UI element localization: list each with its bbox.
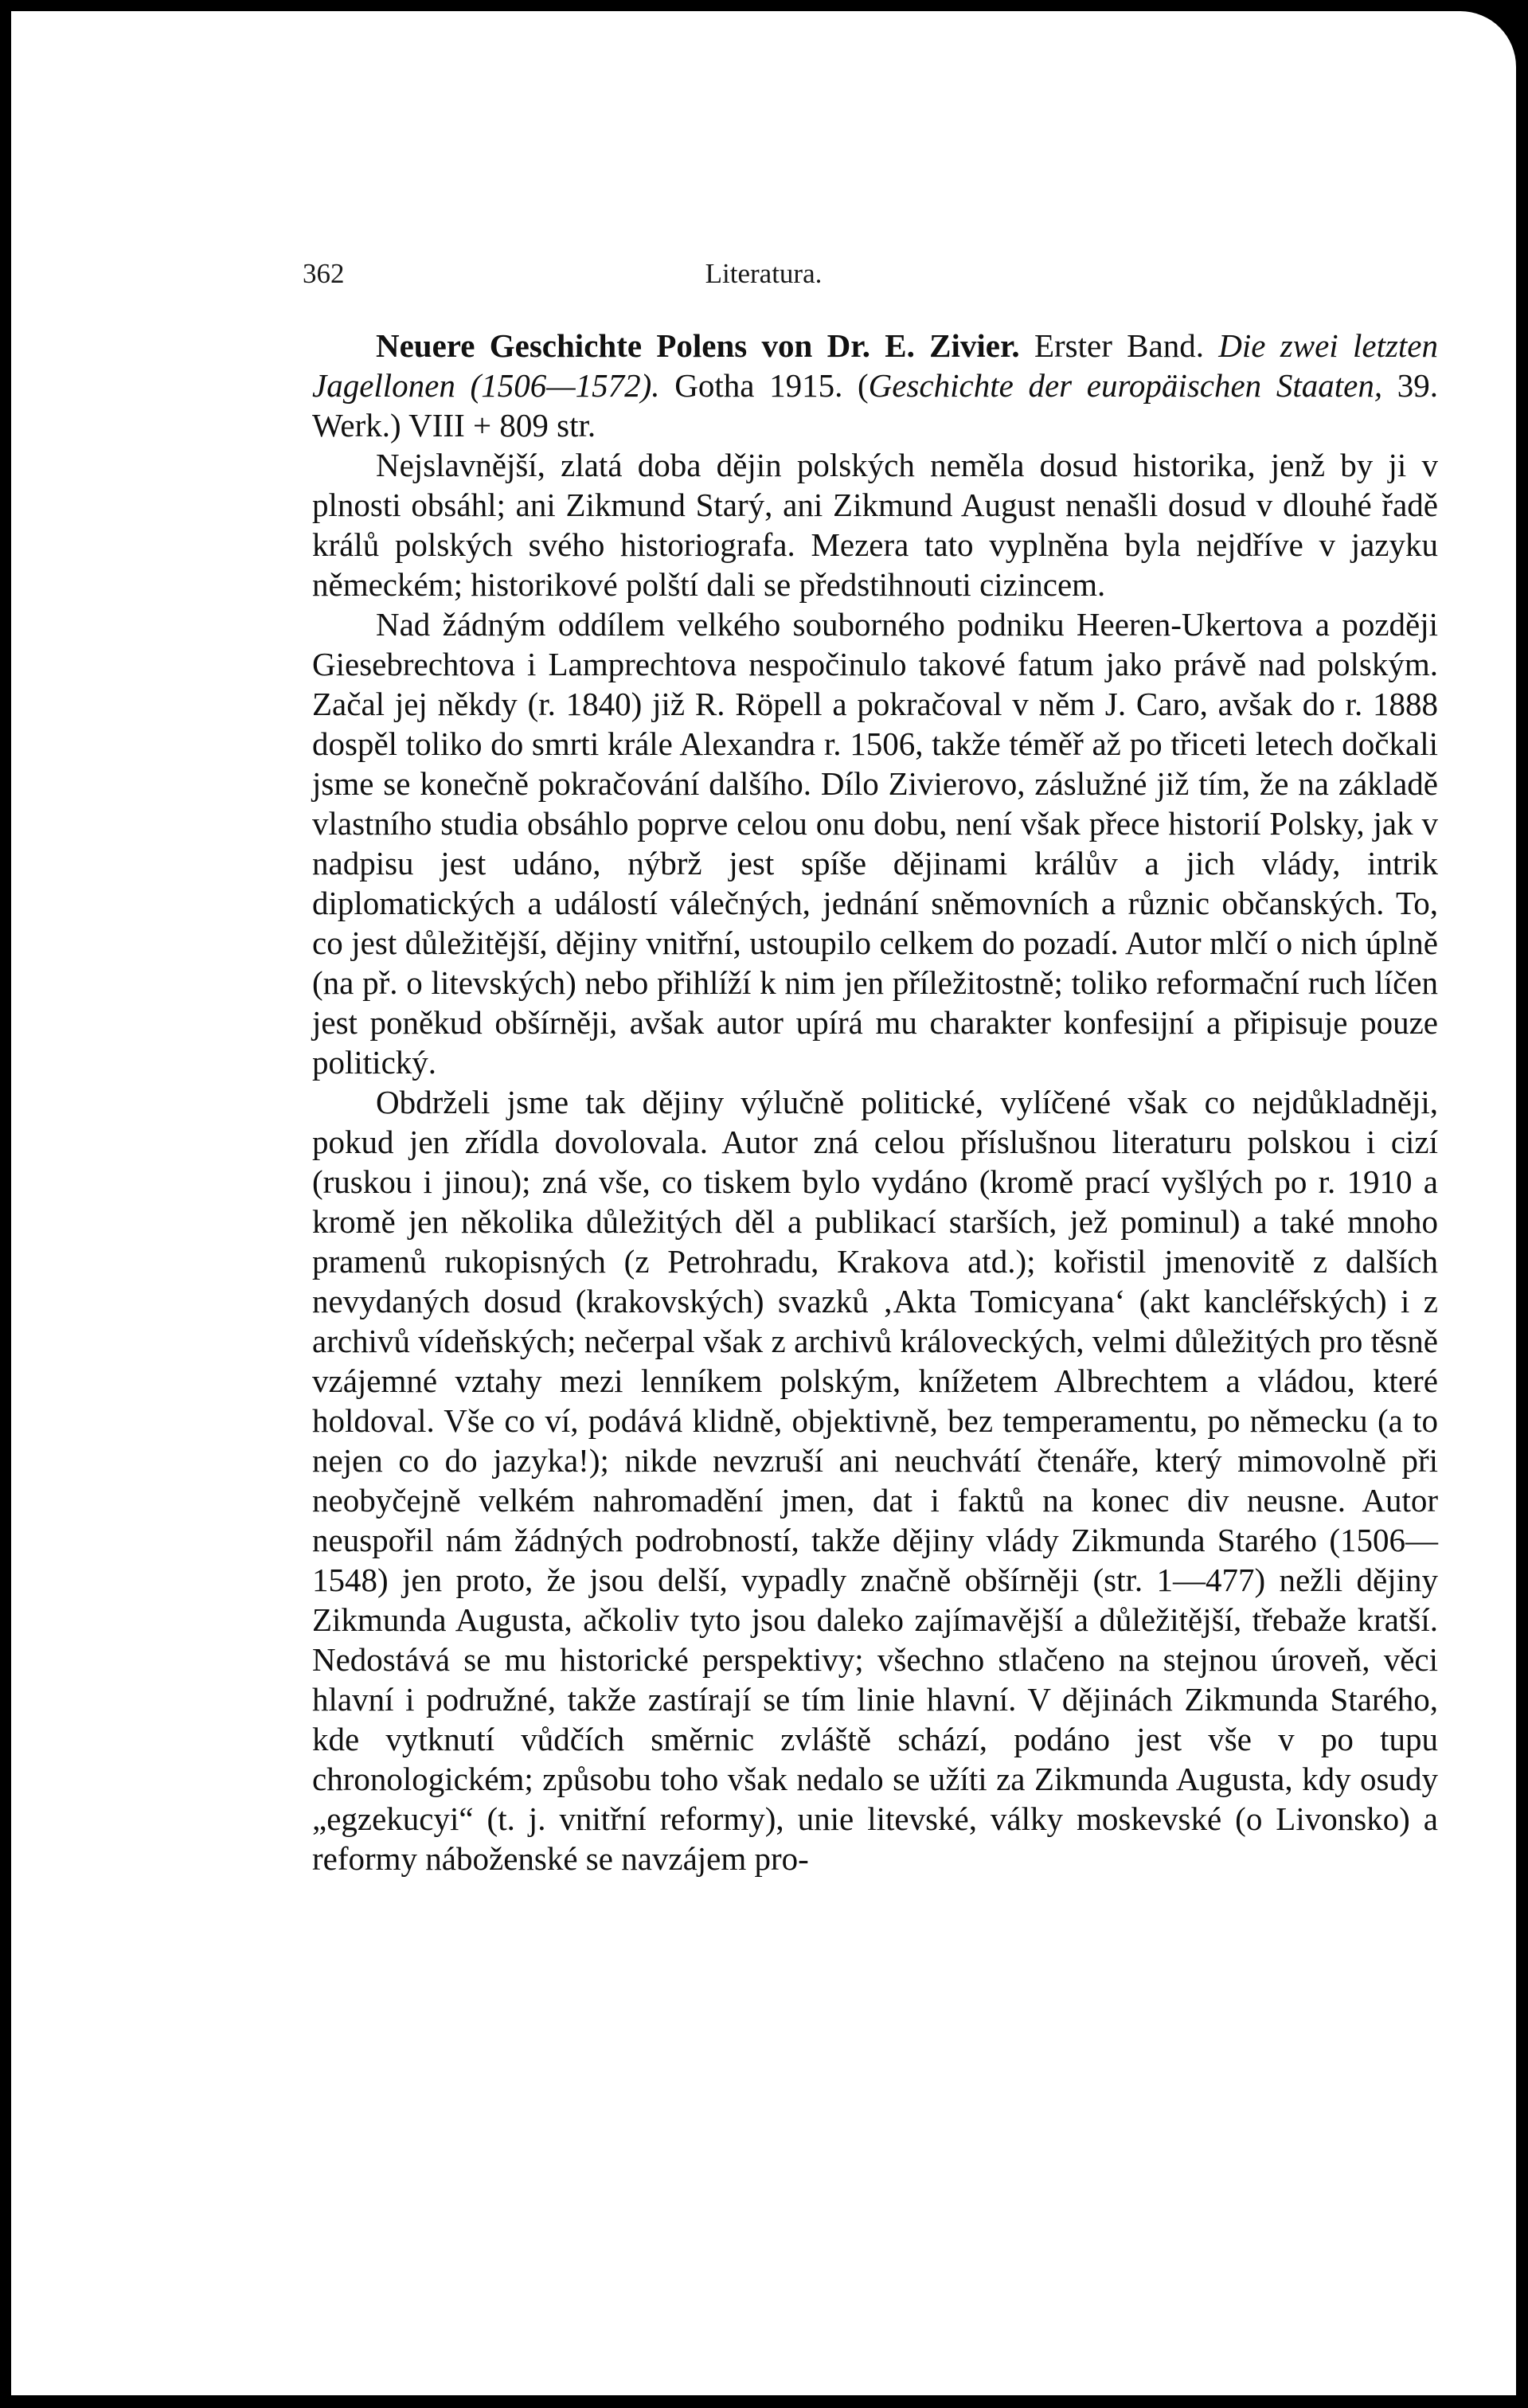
entry-title: Neuere Geschichte Polens von Dr. E. Zivier. (376, 327, 1020, 364)
entry-series: Geschichte der europäischen Staaten, (868, 367, 1383, 404)
entry-edition: Erster Band. (1019, 327, 1219, 364)
page-header (11, 250, 1516, 298)
entry-pages: 39. Werk.) VIII + 809 str. (312, 367, 1438, 444)
paragraph: Nad žádným oddílem velkého souborného podniku Heeren-Ukertova a později Giesebrechtova i Lamprechtova nespočinulo takové fatum jako právě nad polským. Začal jej někdy (r. 1840) již R. Röpell a pokračoval v něm J. Caro, avšak do r. 1888 dospěl toliko do smrti krále Alexandra r. 1506, takže téměř až po třiceti letech dočkali jsme se konečně pokračování dalšího. Dílo Zivierovo, záslužné již tím, že na základě vlastního studia obsáhlo poprve celou onu dobu, není však přece historií Polsky, jak v nadpisu jest udáno, nýbrž jest spíše dějinami králův a jich vlády, intrik diplomatických a událostí válečných, jednání sněmovních a různic občanských. To, co jest důležitější, dějiny vnitřní, ustoupilo celkem do pozadí. Autor mlčí o nich úplně (na př. o litevských) nebo přihlíží k nim jen příležitostně; toliko reformační ruch líčen jest poněkud obšírněji, avšak autor upírá mu charakter konfesijní a připisuje pouze politický. (312, 606, 1438, 1081)
entry-place-year: Gotha 1915. ( (659, 367, 869, 404)
paragraph: Nejslavnější, zlatá doba dějin polských neměla dosud historika, jenž by ji v plnosti obsáhl; ani Zikmund Starý, ani Zikmund August nenašli dosud v dlouhé řadě králů polských svého historiografa. Mezera tato vyplněna byla nejdříve v jazyku německém; historikové polští dali se předstihnouti cizincem. (312, 447, 1438, 603)
body-text (312, 326, 1438, 1878)
page-number: 362 (303, 258, 345, 289)
page-sheet (11, 11, 1516, 2395)
paragraph: Obdrželi jsme tak dějiny výlučně politické, vylíčené však co nejdůkladněji, pokud jen zřídla dovolovala. Autor zná celou příslušnou literaturu polskou i cizí (ruskou i jinou); zná vše, co tiskem bylo vydáno (kromě prací vyšlých po r. 1910 a kromě jen několika důležitých děl a publikací starších, jež pominul) a také mnoho pramenů rukopisných (z Petrohradu, Krakova atd.); kořistil jmenovitě z dalších nevydaných dosud (krakovských) svazků ‚Akta Tomicyana‘ (akt kancléřských) i z archivů vídeňských; nečerpal však z archivů královeckých, velmi důležitých pro těsně vzájemné vztahy mezi lenníkem polským, knížetem Albrechtem a vládou, které holdoval. Vše co ví, podává klidně, objektivně, bez temperamentu, po německu (a to nejen co do jazyka!); nikde nevzruší ani neuchvátí čtenáře, který mimovolně při neobyčejně velkém nahromadění jmen, dat i faktů na konec div neusne. Autor neuspořil nám žádných podrobností, takže dějiny vlády Zikmunda Starého (1506—1548) jen proto, že jsou delší, vypadly značně obšírněji (str. 1—477) nežli dějiny Zikmunda Augusta, ačkoliv tyto jsou daleko zajímavější a důležitější, třebaže kratší. Nedostává se mu historické perspektivy; všechno stlačeno na stejnou úroveň, věci hlavní i podružné, takže zastírají se tím linie hlavní. V dějinách Zikmunda Starého, kde vytknutí vůdčích směrnic zvláště schází, podáno jest vše v po tupu chronologickém; způsobu toho však nedalo se užíti za Zikmunda Augusta, kdy osudy „egzekucyi“ (t. j. vnitřní reformy), unie litevské, války moskevské (o Livonsko) a reformy náboženské se navzájem pro- (312, 1084, 1438, 1877)
bibliographic-entry (312, 326, 1438, 445)
running-head: Literatura. (705, 258, 823, 289)
entry-subtitle: Die zwei letzten Jagellonen (1506—1572). (312, 327, 1438, 404)
